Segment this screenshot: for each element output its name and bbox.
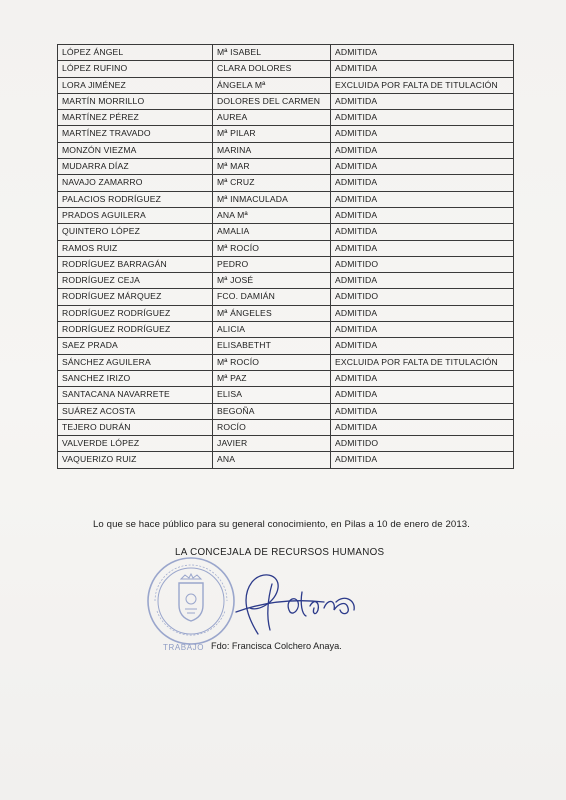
table-row — [58, 322, 514, 338]
given-name-cell: ANA Mª — [213, 207, 331, 223]
municipal-stamp-icon — [145, 555, 237, 647]
status-cell: ADMITIDA — [331, 159, 514, 175]
given-name-cell: Mª INMACULADA — [213, 191, 331, 207]
given-name-cell: Mª PAZ — [213, 370, 331, 386]
handwritten-signature-icon — [228, 568, 363, 638]
table-row — [58, 45, 514, 61]
status-cell: ADMITIDO — [331, 436, 514, 452]
surname-cell: PALACIOS RODRÍGUEZ — [58, 191, 213, 207]
given-name-cell: ROCÍO — [213, 419, 331, 435]
table-row — [58, 370, 514, 386]
surname-cell: MARTÍNEZ PÉREZ — [58, 110, 213, 126]
status-cell: ADMITIDA — [331, 93, 514, 109]
given-name-cell: Mª MAR — [213, 159, 331, 175]
signatory-role: LA CONCEJALA DE RECURSOS HUMANOS — [175, 547, 385, 558]
table-row — [58, 273, 514, 289]
surname-cell: LÓPEZ RUFINO — [58, 61, 213, 77]
surname-cell: RODRÍGUEZ RODRÍGUEZ — [58, 322, 213, 338]
surname-cell: RAMOS RUIZ — [58, 240, 213, 256]
surname-cell: RODRÍGUEZ BARRAGÁN — [58, 256, 213, 272]
given-name-cell: Mª JOSÉ — [213, 273, 331, 289]
surname-cell: SANTACANA NAVARRETE — [58, 387, 213, 403]
table-row — [58, 240, 514, 256]
table-row — [58, 436, 514, 452]
surname-cell: MARTÍNEZ TRAVADO — [58, 126, 213, 142]
given-name-cell: ELISA — [213, 387, 331, 403]
given-name-cell: MARINA — [213, 142, 331, 158]
table-row — [58, 354, 514, 370]
table-row — [58, 289, 514, 305]
given-name-cell: CLARA DOLORES — [213, 61, 331, 77]
surname-cell: SANCHEZ IRIZO — [58, 370, 213, 386]
status-cell: ADMITIDA — [331, 224, 514, 240]
stamp-caption: TRABAJO — [163, 643, 205, 652]
table-row — [58, 126, 514, 142]
status-cell: ADMITIDA — [331, 207, 514, 223]
table-row — [58, 452, 514, 468]
table-row — [58, 387, 514, 403]
status-cell: ADMITIDO — [331, 256, 514, 272]
given-name-cell: BEGOÑA — [213, 403, 331, 419]
surname-cell: NAVAJO ZAMARRO — [58, 175, 213, 191]
given-name-cell: ÁNGELA Mª — [213, 77, 331, 93]
closing-statement: Lo que se hace público para su general conocimiento, en Pilas a 10 de enero de 2013. — [93, 519, 470, 530]
status-cell: EXCLUIDA POR FALTA DE TITULACIÓN — [331, 354, 514, 370]
given-name-cell: FCO. DAMIÁN — [213, 289, 331, 305]
table-row — [58, 110, 514, 126]
table-row — [58, 93, 514, 109]
surname-cell: PRADOS AGUILERA — [58, 207, 213, 223]
table-row — [58, 77, 514, 93]
table-row — [58, 191, 514, 207]
surname-cell: SAEZ PRADA — [58, 338, 213, 354]
table-row — [58, 175, 514, 191]
given-name-cell: DOLORES DEL CARMEN — [213, 93, 331, 109]
surname-cell: RODRÍGUEZ RODRÍGUEZ — [58, 305, 213, 321]
status-cell: ADMITIDA — [331, 61, 514, 77]
status-cell: ADMITIDO — [331, 289, 514, 305]
status-cell: ADMITIDA — [331, 387, 514, 403]
table-row — [58, 61, 514, 77]
signatory-name: Fdo: Francisca Colchero Anaya. — [211, 641, 342, 651]
surname-cell: LORA JIMÉNEZ — [58, 77, 213, 93]
surname-cell: TEJERO DURÁN — [58, 419, 213, 435]
table-row — [58, 305, 514, 321]
table-row — [58, 256, 514, 272]
status-cell: ADMITIDA — [331, 175, 514, 191]
surname-cell: QUINTERO LÓPEZ — [58, 224, 213, 240]
status-cell: ADMITIDA — [331, 273, 514, 289]
given-name-cell: ALICIA — [213, 322, 331, 338]
table-row — [58, 207, 514, 223]
table-row — [58, 419, 514, 435]
status-cell: ADMITIDA — [331, 126, 514, 142]
status-cell: ADMITIDA — [331, 452, 514, 468]
given-name-cell: PEDRO — [213, 256, 331, 272]
given-name-cell: Mª ROCÍO — [213, 354, 331, 370]
table-row — [58, 403, 514, 419]
surname-cell: SUÁREZ ACOSTA — [58, 403, 213, 419]
surname-cell: VAQUERIZO RUIZ — [58, 452, 213, 468]
given-name-cell: Mª ÁNGELES — [213, 305, 331, 321]
status-cell: ADMITIDA — [331, 191, 514, 207]
status-cell: ADMITIDA — [331, 45, 514, 61]
status-cell: ADMITIDA — [331, 110, 514, 126]
given-name-cell: ELISABETHT — [213, 338, 331, 354]
table-row — [58, 224, 514, 240]
surname-cell: LÓPEZ ÁNGEL — [58, 45, 213, 61]
status-cell: EXCLUIDA POR FALTA DE TITULACIÓN — [331, 77, 514, 93]
table-row — [58, 142, 514, 158]
status-cell: ADMITIDA — [331, 338, 514, 354]
surname-cell: SÁNCHEZ AGUILERA — [58, 354, 213, 370]
applicants-table-body — [58, 45, 514, 469]
status-cell: ADMITIDA — [331, 403, 514, 419]
surname-cell: MARTÍN MORRILLO — [58, 93, 213, 109]
given-name-cell: Mª PILAR — [213, 126, 331, 142]
status-cell: ADMITIDA — [331, 240, 514, 256]
status-cell: ADMITIDA — [331, 370, 514, 386]
applicants-table — [57, 44, 514, 469]
status-cell: ADMITIDA — [331, 322, 514, 338]
status-cell: ADMITIDA — [331, 305, 514, 321]
surname-cell: MONZÓN VIEZMA — [58, 142, 213, 158]
table-row — [58, 338, 514, 354]
status-cell: ADMITIDA — [331, 142, 514, 158]
given-name-cell: Mª ISABEL — [213, 45, 331, 61]
surname-cell: MUDARRA DÍAZ — [58, 159, 213, 175]
given-name-cell: ANA — [213, 452, 331, 468]
given-name-cell: Mª CRUZ — [213, 175, 331, 191]
status-cell: ADMITIDA — [331, 419, 514, 435]
given-name-cell: Mª ROCÍO — [213, 240, 331, 256]
given-name-cell: AUREA — [213, 110, 331, 126]
given-name-cell: JAVIER — [213, 436, 331, 452]
surname-cell: RODRÍGUEZ MÁRQUEZ — [58, 289, 213, 305]
surname-cell: VALVERDE LÓPEZ — [58, 436, 213, 452]
given-name-cell: AMALIA — [213, 224, 331, 240]
table-row — [58, 159, 514, 175]
surname-cell: RODRÍGUEZ CEJA — [58, 273, 213, 289]
